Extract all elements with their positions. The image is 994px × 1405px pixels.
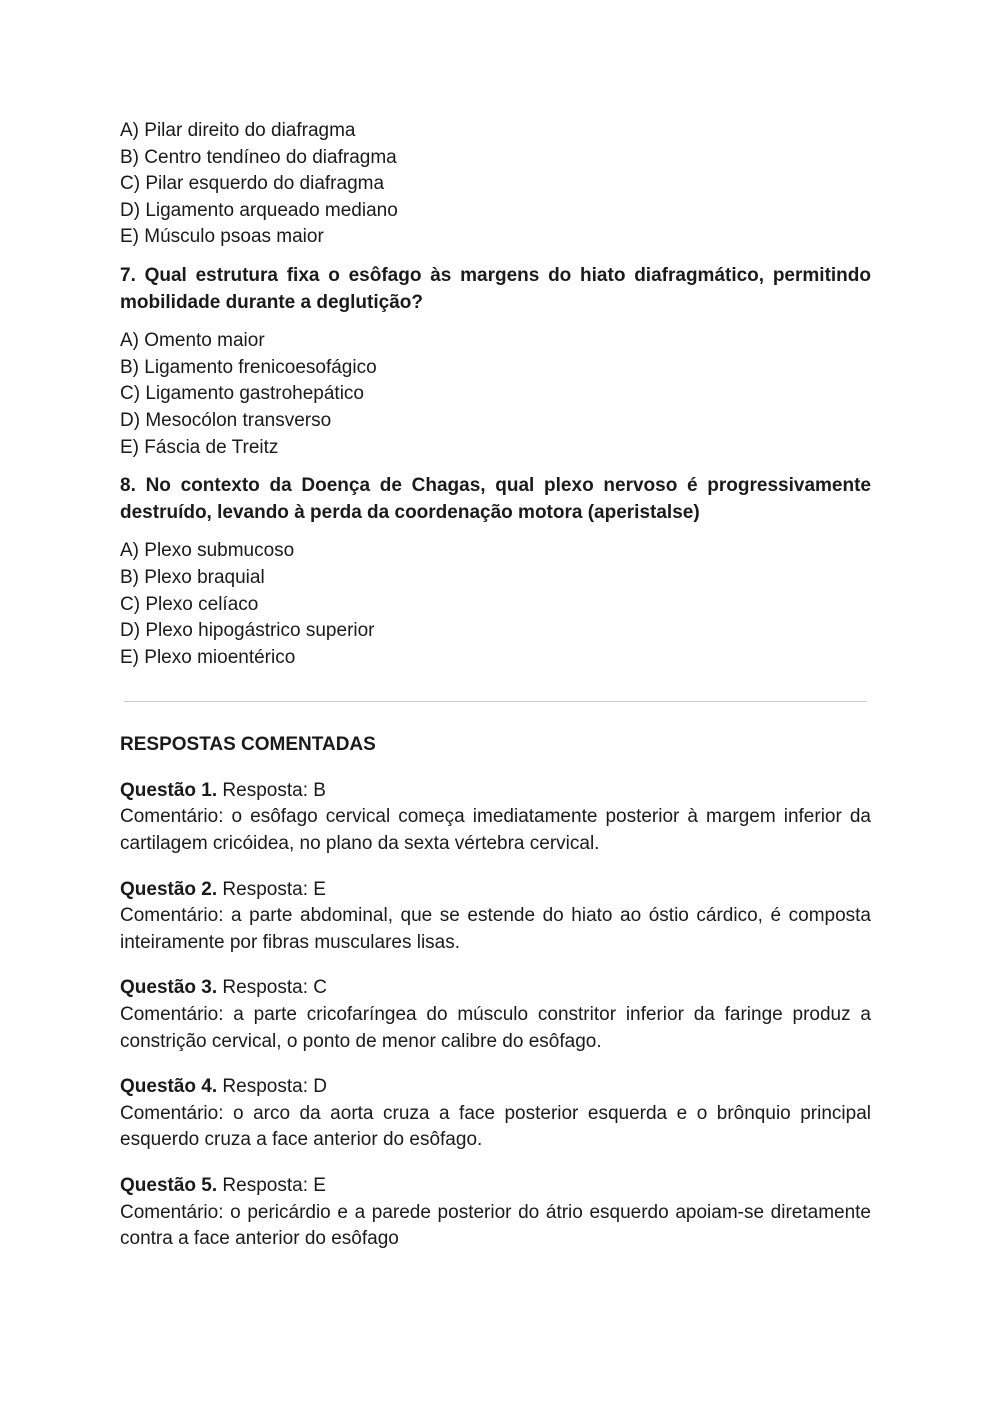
answer-value: Resposta: E bbox=[217, 878, 326, 900]
option-b: B) Centro tendíneo do diafragma bbox=[120, 146, 397, 168]
option-a: A) Pilar direito do diafragma bbox=[120, 120, 356, 141]
answer-block-5 bbox=[120, 1173, 871, 1253]
answer-label: Questão 3. bbox=[120, 977, 218, 999]
q7-options bbox=[120, 328, 871, 461]
answer-comment: Comentário: o pericárdio e a parede posterior do átrio esquerdo apoiam-se diretamente contra a face anterior do esôfago bbox=[120, 1201, 871, 1250]
option-c: C) Ligamento gastrohepático bbox=[120, 383, 364, 405]
answer-block-4 bbox=[120, 1074, 871, 1154]
option-d: D) Ligamento arqueado mediano bbox=[120, 199, 398, 221]
document-page bbox=[120, 118, 871, 1253]
option-d: D) Mesocólon transverso bbox=[120, 409, 332, 431]
option-e: E) Fáscia de Treitz bbox=[120, 436, 279, 458]
option-b: B) Plexo braquial bbox=[120, 566, 265, 588]
answer-comment: Comentário: o esôfago cervical começa imediatamente posterior à margem inferior da cartilagem cricóidea, no plano da sexta vértebra cervical. bbox=[120, 806, 871, 855]
question-8: 8. No contexto da Doença de Chagas, qual plexo nervoso é progressivamente destruído, levando à perda da coordenação motora (aperistalse) bbox=[120, 475, 871, 523]
answer-comment: Comentário: o arco da aorta cruza a face posterior esquerda e o brônquio principal esquerdo cruza a face anterior do esôfago. bbox=[120, 1102, 871, 1151]
option-b: B) Ligamento frenicoesofágico bbox=[120, 356, 377, 378]
answers-title: RESPOSTAS COMENTADAS bbox=[120, 734, 376, 756]
option-d: D) Plexo hipogástrico superior bbox=[120, 620, 375, 642]
option-a: A) Omento maior bbox=[120, 330, 265, 352]
section-divider bbox=[124, 701, 867, 702]
answer-block-2 bbox=[120, 877, 871, 957]
answer-block-3 bbox=[120, 975, 871, 1055]
answer-label: Questão 4. bbox=[120, 1076, 218, 1098]
option-e: E) Músculo psoas maior bbox=[120, 226, 324, 248]
q6-options bbox=[120, 118, 871, 251]
answer-value: Resposta: C bbox=[217, 977, 327, 999]
answer-value: Resposta: B bbox=[217, 779, 326, 801]
option-e: E) Plexo mioentérico bbox=[120, 646, 296, 668]
answer-value: Resposta: D bbox=[217, 1076, 327, 1098]
answer-value: Resposta: E bbox=[217, 1175, 326, 1196]
option-a: A) Plexo submucoso bbox=[120, 540, 295, 562]
question-7: 7. Qual estrutura fixa o esôfago às margens do hiato diafragmático, permitindo mobilidade durante a deglutição? bbox=[120, 264, 871, 313]
answer-label: Questão 5. bbox=[120, 1175, 218, 1196]
answer-block-1 bbox=[120, 778, 871, 858]
q8-options bbox=[120, 538, 871, 671]
answer-comment: Comentário: a parte cricofaríngea do músculo constritor inferior da faringe produz a constrição cervical, o ponto de menor calibre do esôfago. bbox=[120, 1004, 871, 1052]
answer-label: Questão 2. bbox=[120, 878, 218, 900]
option-c: C) Pilar esquerdo do diafragma bbox=[120, 173, 385, 195]
answer-comment: Comentário: a parte abdominal, que se estende do hiato ao óstio cárdico, é composta inteiramente por fibras musculares lisas. bbox=[120, 905, 871, 953]
option-c: C) Plexo celíaco bbox=[120, 593, 259, 615]
answer-label: Questão 1. bbox=[120, 779, 218, 801]
